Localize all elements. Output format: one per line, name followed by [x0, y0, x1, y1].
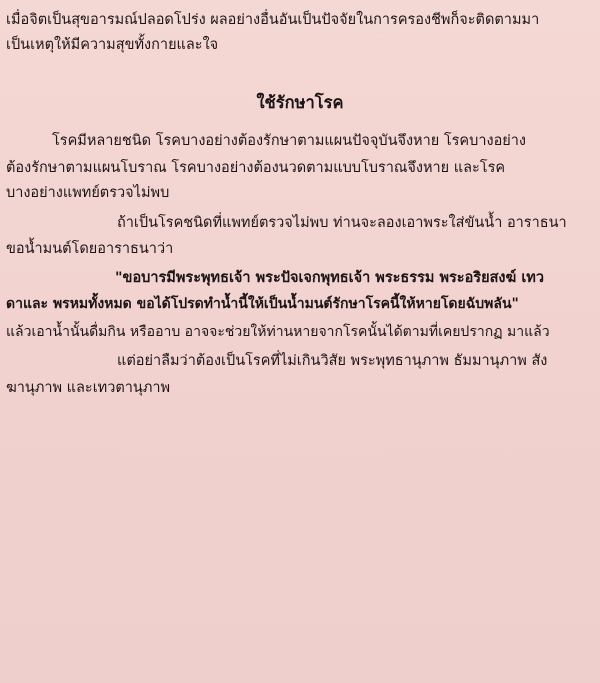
para4-line-1: แต่อย่าลืมว่าต้องเป็นโรคที่ไม่เกินวิสัย พระพุทธานุภาพ ธัมมานุภาพ สัง [117, 353, 548, 369]
para2-line-1: ถ้าเป็นโรคชนิดที่แพทย์ตรวจไม่พบ ท่านจะลองเอาพระใส่ขันน้ำ อาราธนา [117, 215, 567, 231]
para4-line-2: ฆานุภาพ และเทวตานุภาพ [6, 380, 171, 396]
intro-line-1: เมื่อจิตเป็นสุขอารมณ์ปลอดโปร่ง ผลอย่างอื่นอันเป็นปัจจัยในการครองชีพก็จะติดตามมา [6, 12, 540, 28]
para1-line-1: โรคมีหลายชนิด โรคบางอย่างต้องรักษาตามแผนปัจจุบันจึงหาย โรคบางอย่าง [52, 133, 526, 149]
intro-line-2: เป็นเหตุให้มีความสุขทั้งกายและใจ [6, 37, 219, 53]
para1-line-2: ต้องรักษาตามแผนโบราณ โรคบางอย่างต้องนวดตามแบบโบราณจึงหาย และโรค [6, 160, 506, 176]
para1-line-3: บางอย่างแพทย์ตรวจไม่พบ [6, 185, 170, 201]
para3-line-1: แล้วเอาน้ำนั้นดื่มกิน หรืออาบ อาจจะช่วยให้ท่านหายจากโรคนั้นได้ตามที่เคยปรากฏ มาแล้ว [6, 324, 550, 340]
prayer-line-1: "ขอบารมีพระพุทธเจ้า พระปัจเจกพุทธเจ้า พระธรรม พระอริยสงฆ์ เทว [115, 270, 544, 286]
section-title: ใช้รักษาโรค [256, 93, 344, 112]
para2-line-2: ขอน้ำมนต์โดยอาราธนาว่า [6, 241, 174, 257]
prayer-line-2: ดาและ พรหมทั้งหมด ขอได้โปรดทำน้ำนี้ให้เป็นน้ำมนต์รักษาโรคนี้ให้หายโดยฉับพลัน" [6, 296, 519, 312]
